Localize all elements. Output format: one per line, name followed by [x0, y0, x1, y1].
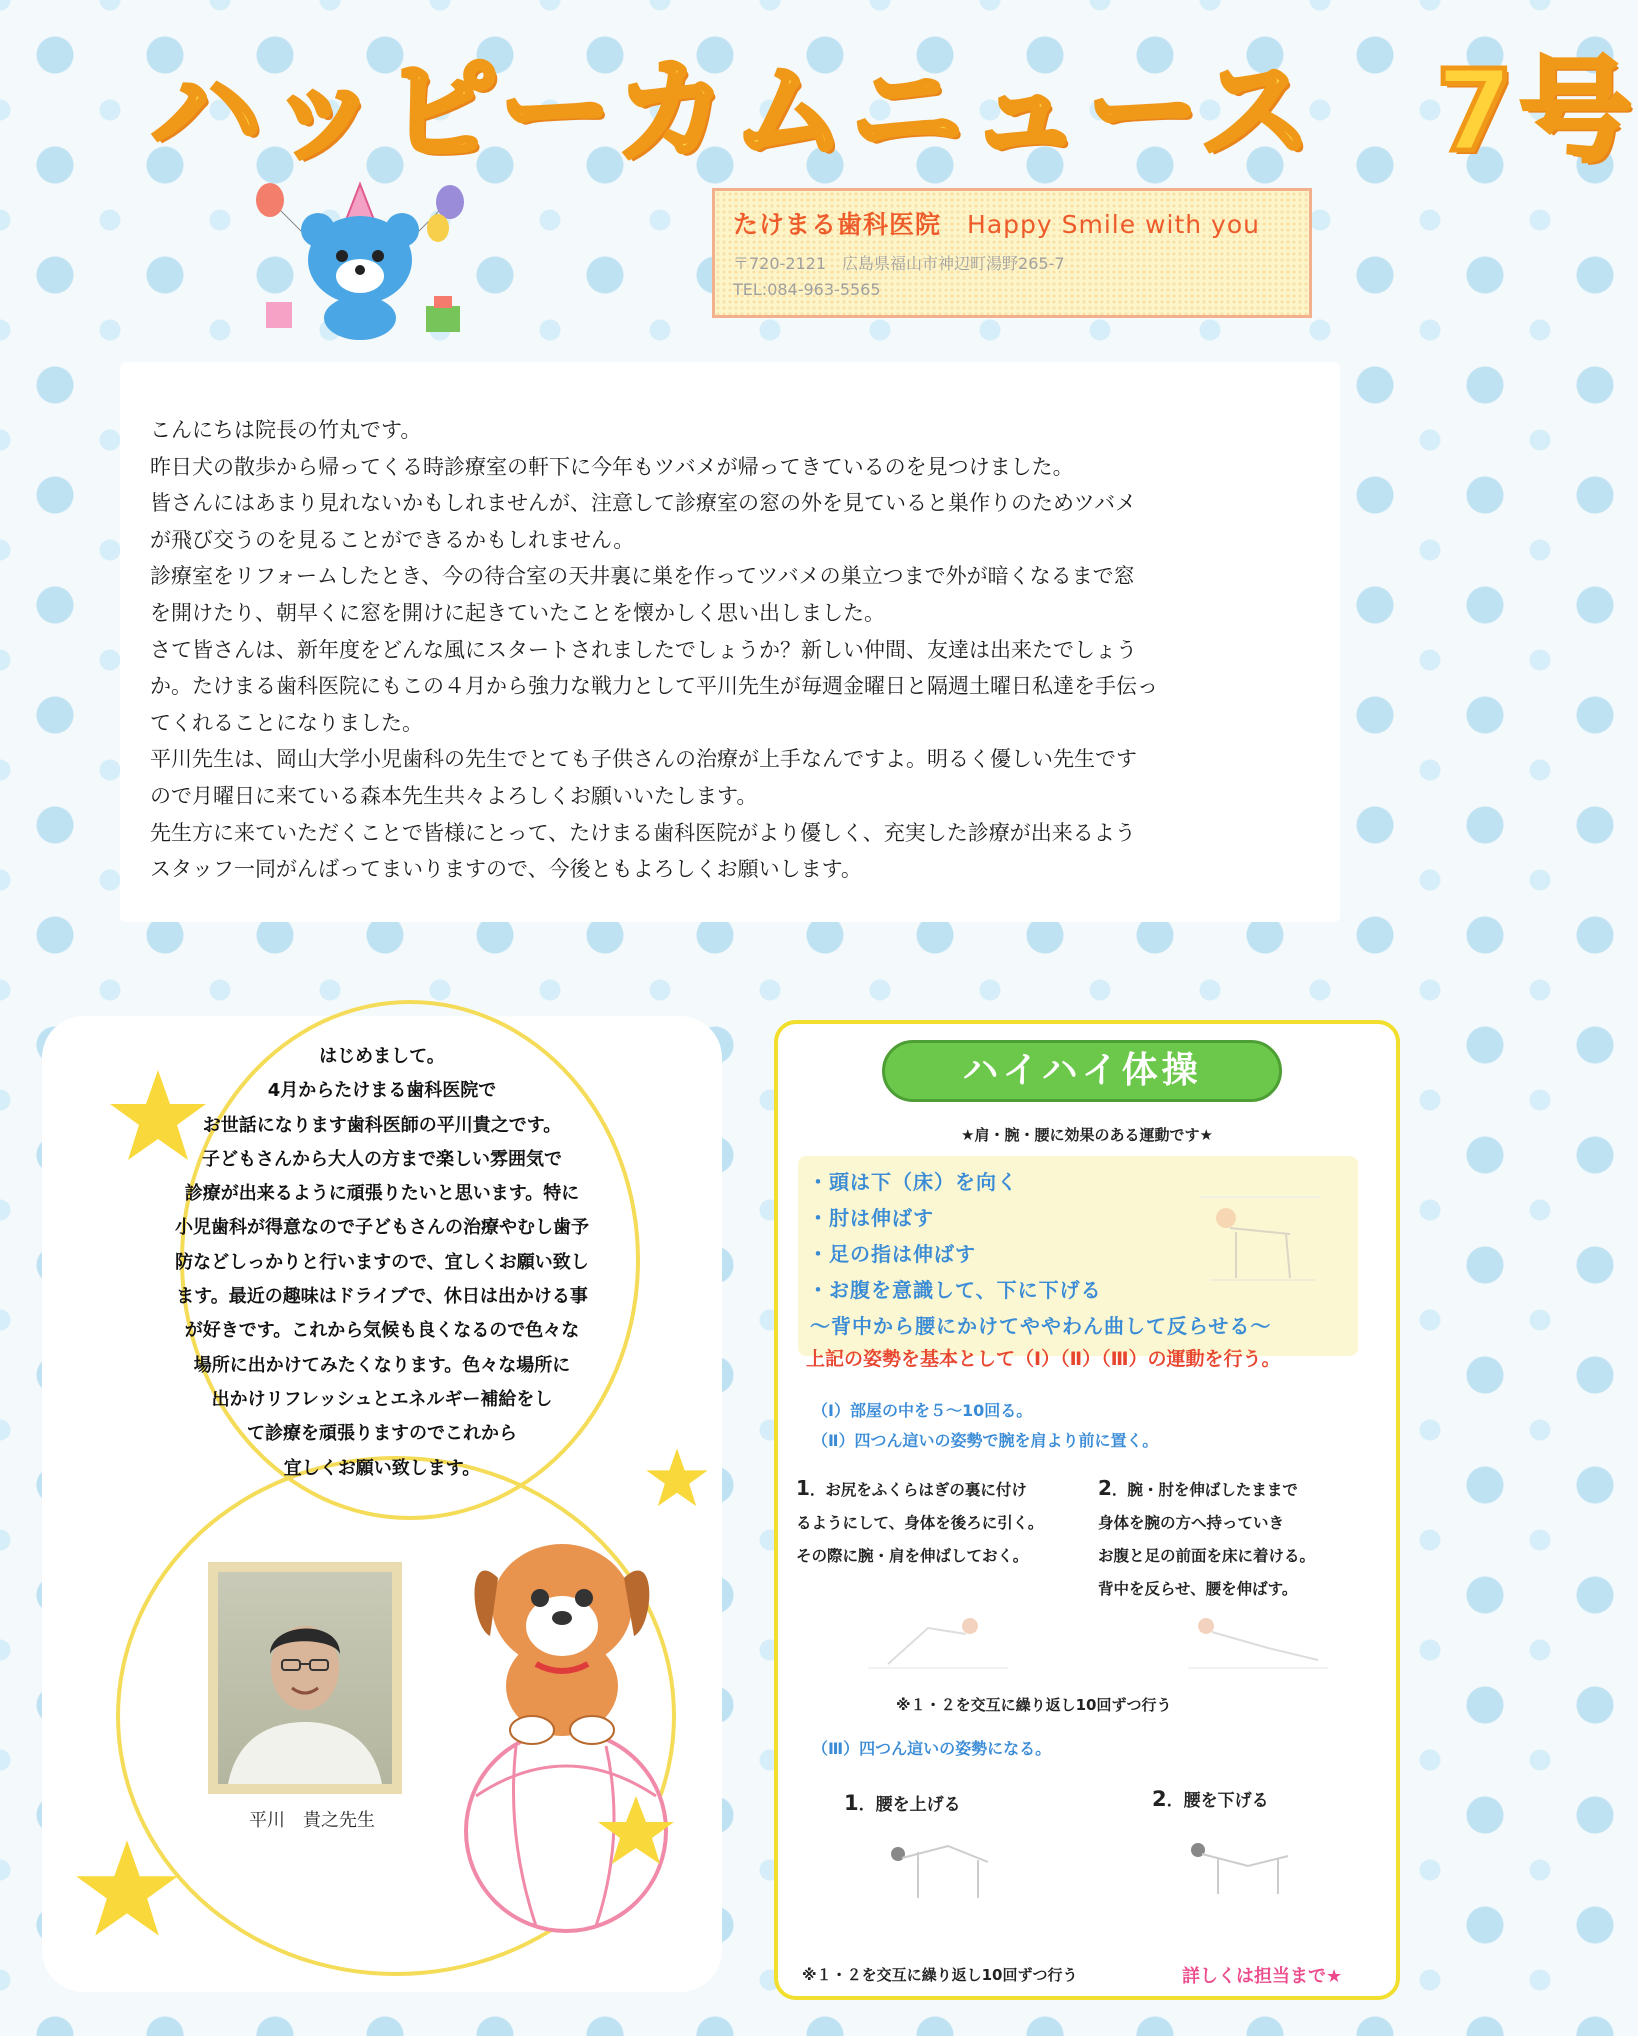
intro-line: 場所に出かけてみたくなります。色々な場所に — [193, 1354, 571, 1376]
message-line: か。たけまる歯科医院にもこの４月から強力な戦力として平川先生が毎週金曜日と隔週土曜日私達を手伝っ — [150, 674, 1158, 699]
exercise-point: ・頭は下（床）を向く — [808, 1170, 1018, 1194]
clinic-address: 〒720-2121 広島県福山市神辺町湯野265-7 — [733, 254, 1065, 273]
exercise-point: ・お腹を意識して、下に下げる — [808, 1278, 1102, 1302]
step-number: 2 — [1152, 1787, 1167, 1811]
bear-body — [324, 296, 396, 340]
balloon-yellow — [427, 214, 449, 242]
clinic-slogan: Happy Smile with you — [967, 210, 1260, 239]
intro-line: 診療が出来るように頑張りたいと思います。特に — [184, 1183, 580, 1205]
clinic-name-text: たけまる歯科医院 — [733, 210, 942, 239]
message-line: てくれることになりました。 — [150, 710, 423, 735]
bear-with-balloons-illustration — [250, 180, 470, 340]
pose-sketch-3 — [878, 1836, 1008, 1906]
ask-staff-note: 詳しくは担当まで★ — [1182, 1966, 1343, 1987]
pose-label: ．腰を上げる — [858, 1795, 961, 1815]
intro-text — [62, 1040, 702, 1486]
message-line: こんにちは院長の竹丸です。 — [150, 418, 422, 442]
step-number: 2 — [1098, 1476, 1112, 1500]
intro-line: が好きです。これから気候も良くなるので色々な — [184, 1320, 580, 1342]
message-line: 昨日犬の散歩から帰ってくる時診療室の軒下に今年もツバメが帰ってきているのを見つけました。 — [150, 454, 1074, 479]
gift-box-pink — [266, 302, 292, 328]
exercise-basic-instruction: 上記の姿勢を基本として（Ⅰ）（Ⅱ）（Ⅲ）の運動を行う。 — [806, 1348, 1281, 1370]
message-line: 先生方に来ていただくことで皆様にとって、たけまる歯科医院がより優しく、充実した診療が出来るよう — [150, 820, 1136, 845]
photo-caption: 平川 貴之先生 — [249, 1810, 375, 1831]
director-message — [120, 362, 1340, 922]
exercise-point: ・足の指は伸ばす — [808, 1242, 976, 1266]
intro-line: はじめまして。 — [319, 1046, 445, 1067]
exercise-point: ・肘は伸ばす — [808, 1206, 934, 1230]
exercise-column-2 — [1098, 1472, 1388, 1606]
newsletter-title: ハッピーカムニュース 7号 — [150, 47, 1638, 177]
pose-raise-hips — [844, 1790, 961, 1815]
gift-box-green — [426, 306, 460, 332]
exercise-key-points — [798, 1156, 1358, 1356]
pose-sketch-4 — [1178, 1832, 1308, 1902]
new-dentist-intro — [42, 1016, 722, 1992]
exercise-col-line: その際に腕・肩を伸ばしておく。 — [796, 1547, 1029, 1565]
intro-line: 子どもさんから大人の方まで楽しい雰囲気で — [202, 1148, 562, 1170]
intro-line: 小児歯科が得意なので子どもさんの治療やむし歯予 — [175, 1217, 589, 1239]
pose-label: ．腰を下げる — [1166, 1791, 1269, 1811]
message-line: さて皆さんは、新年度をどんな風にスタートされましたでしょうか？新しい仲間、友達は出来たでしょう — [150, 637, 1137, 662]
step-number: 1 — [796, 1476, 810, 1500]
intro-line: 宜しくお願い致します。 — [283, 1457, 481, 1479]
exercise-column-1 — [796, 1472, 1076, 1573]
balloon-purple — [436, 185, 464, 219]
exercise-section — [774, 1020, 1400, 2000]
exercise-col-line: るようにして、身体を後ろに引く。 — [796, 1514, 1044, 1532]
intro-line: 防などしっかりと行いますので、宜しくお願い致し — [175, 1251, 589, 1273]
balloon-red — [256, 183, 284, 217]
exercise-step-3: （Ⅲ）四つん這いの姿勢になる。 — [812, 1739, 1052, 1758]
pose-lower-hips — [1152, 1786, 1269, 1811]
message-line: 診療室をリフォームしたとき、今の待合室の天井裏に巣を作ってツバメの巣立つまで外が暗くなるまで窓 — [150, 564, 1135, 589]
message-line: を開けたり、朝早くに窓を開けに起きていたことを懐かしく思い出しました。 — [150, 600, 885, 625]
portrait-illustration — [218, 1572, 392, 1784]
exercise-subtitle: ★肩・腕・腰に効果のある運動です★ — [961, 1126, 1213, 1144]
intro-line: 4月からたけまる歯科医院で — [267, 1080, 497, 1102]
message-line: 皆さんにはあまり見れないかもしれませんが、注意して診療室の窓の外を見ていると巣作りのためツバメ — [150, 491, 1137, 516]
intro-line: て診療を頑張りますのでこれから — [247, 1423, 517, 1445]
pose-sketch-1 — [858, 1608, 1018, 1678]
star-icon — [72, 1836, 182, 1942]
repeat-note-2: ※１・２を交互に繰り返し10回ずつ行う — [802, 1966, 1078, 1984]
intro-line: ます。最近の趣味はドライブで、休日は出かける事 — [176, 1286, 588, 1308]
clinic-tel: TEL:084-963-5565 — [733, 280, 881, 299]
intro-line: お世話になります歯科医師の平川貴之です。 — [202, 1114, 562, 1136]
exercise-col-line: 身体を腕の方へ持っていき — [1098, 1514, 1285, 1532]
exercise-col-line: ．お尻をふくらはぎの裏に付け — [809, 1481, 1027, 1499]
exercise-col-line: ．腕・肘を伸ばしたままで — [1111, 1481, 1298, 1499]
intro-line: 出かけリフレッシュとエネルギー補給をし — [211, 1388, 553, 1410]
party-hat — [346, 184, 374, 220]
clinic-info-box — [712, 188, 1312, 318]
exercise-col-line: お腹と足の前面を床に着ける。 — [1098, 1547, 1316, 1565]
exercise-point: ～背中から腰にかけてややわん曲して反らせる～ — [810, 1314, 1272, 1338]
crawl-pose-sketch — [1200, 1196, 1320, 1288]
dentist-photo — [208, 1562, 402, 1794]
pose-sketch-2 — [1178, 1608, 1338, 1678]
exercise-col-line: 背中を反らせ、腰を伸ばす。 — [1098, 1580, 1298, 1598]
message-line: スタッフ一同がんばってまいりますので、今後ともよろしくお願いします。 — [150, 857, 862, 882]
exercise-step-1: （Ⅰ）部屋の中を５～10回る。 — [812, 1401, 1033, 1420]
step-number: 1 — [844, 1791, 859, 1815]
exercise-step-2: （Ⅱ）四つん這いの姿勢で腕を肩より前に置く。 — [812, 1431, 1159, 1450]
clinic-name — [733, 205, 1291, 241]
message-line: ので月曜日に来ている森本先生共々よろしくお願いいたします。 — [150, 783, 758, 808]
message-line: が飛び交うのを見ることができるかもしれません。 — [150, 527, 635, 552]
exercise-title: ハイハイ体操 — [882, 1040, 1282, 1102]
puppy-on-ball-illustration — [436, 1486, 696, 1936]
message-line: 平川先生は、岡山大学小児歯科の先生でとても子供さんの治療が上手なんですよ。明るく優しい先生です — [150, 747, 1137, 772]
repeat-note: ※１・２を交互に繰り返し10回ずつ行う — [896, 1696, 1172, 1714]
